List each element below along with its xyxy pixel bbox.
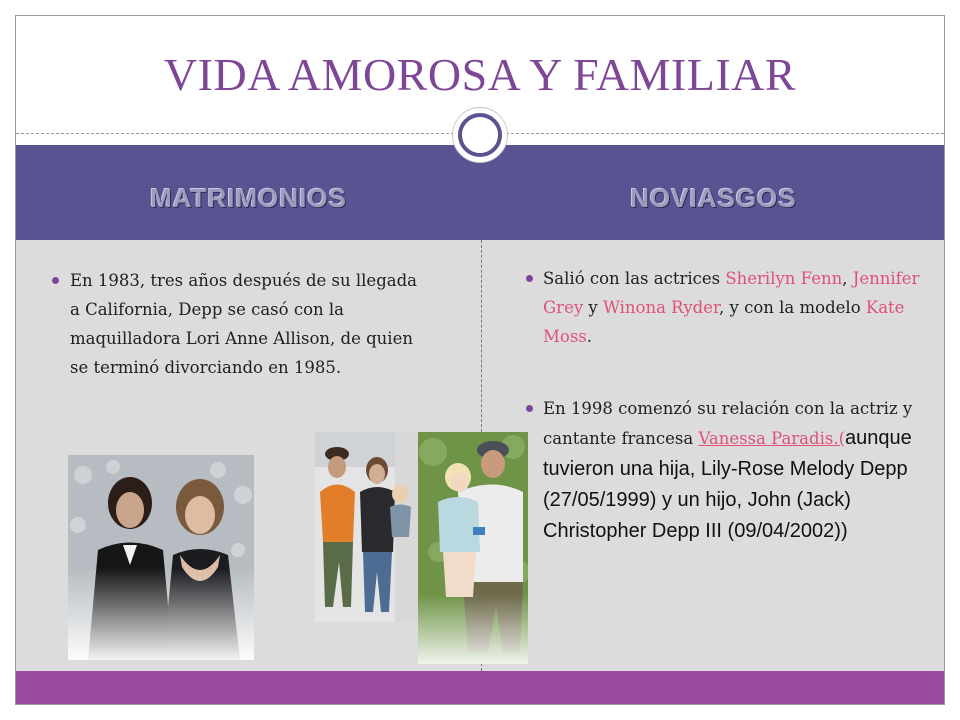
text-segment-large: aunque tuvieron una hija, Lily-Rose Melody Depp (27/05/1999) y un hijo, John (Jack) Christopher Depp III (09/04/2002)) xyxy=(543,427,912,542)
list-item xyxy=(526,264,921,351)
noviasgos-text-2 xyxy=(526,394,916,547)
family-park-photo xyxy=(418,432,528,664)
list-item xyxy=(526,394,916,547)
text-segment: y xyxy=(583,298,603,317)
link-sherilyn-fenn[interactable]: Sherilyn Fenn xyxy=(725,269,843,288)
text-segment: , xyxy=(842,269,853,288)
bullet-icon xyxy=(526,275,533,282)
text-segment: En 1998 comenzó su relación con la actriz y cantante francesa xyxy=(543,399,913,448)
bullet-icon xyxy=(52,277,59,284)
link-jennifer-grey[interactable]: Jennifer Grey xyxy=(543,269,920,317)
slide-title: VIDA AMOROSA Y FAMILIAR xyxy=(163,49,797,100)
link-winona-ryder[interactable]: Winona Ryder xyxy=(602,298,720,317)
list-item xyxy=(52,266,422,382)
wedding-photo xyxy=(68,455,254,660)
text-segment: . xyxy=(586,327,593,346)
heading-matrimonios: MATRIMONIOS xyxy=(150,183,347,213)
heading-noviasgos: NOVIASGOS xyxy=(630,183,797,213)
family-street-photo xyxy=(315,432,420,622)
text-segment: , y con la modelo xyxy=(719,298,866,317)
text-segment: Salió con las actrices xyxy=(543,269,726,288)
link-vanessa-paradis[interactable]: Vanessa Paradis.( xyxy=(698,429,846,448)
bullet-icon xyxy=(526,405,533,412)
matrimonios-text: En 1983, tres años después de su llegada a California, Depp se casó con la maquilladora Lori Anne Allison, de quien se terminó divorciando en 1985. xyxy=(70,271,417,377)
decorative-ring-icon xyxy=(458,113,502,157)
footer-band xyxy=(16,671,944,704)
link-kate-moss[interactable]: Kate Moss xyxy=(543,298,905,346)
noviasgos-text-1 xyxy=(526,264,921,351)
